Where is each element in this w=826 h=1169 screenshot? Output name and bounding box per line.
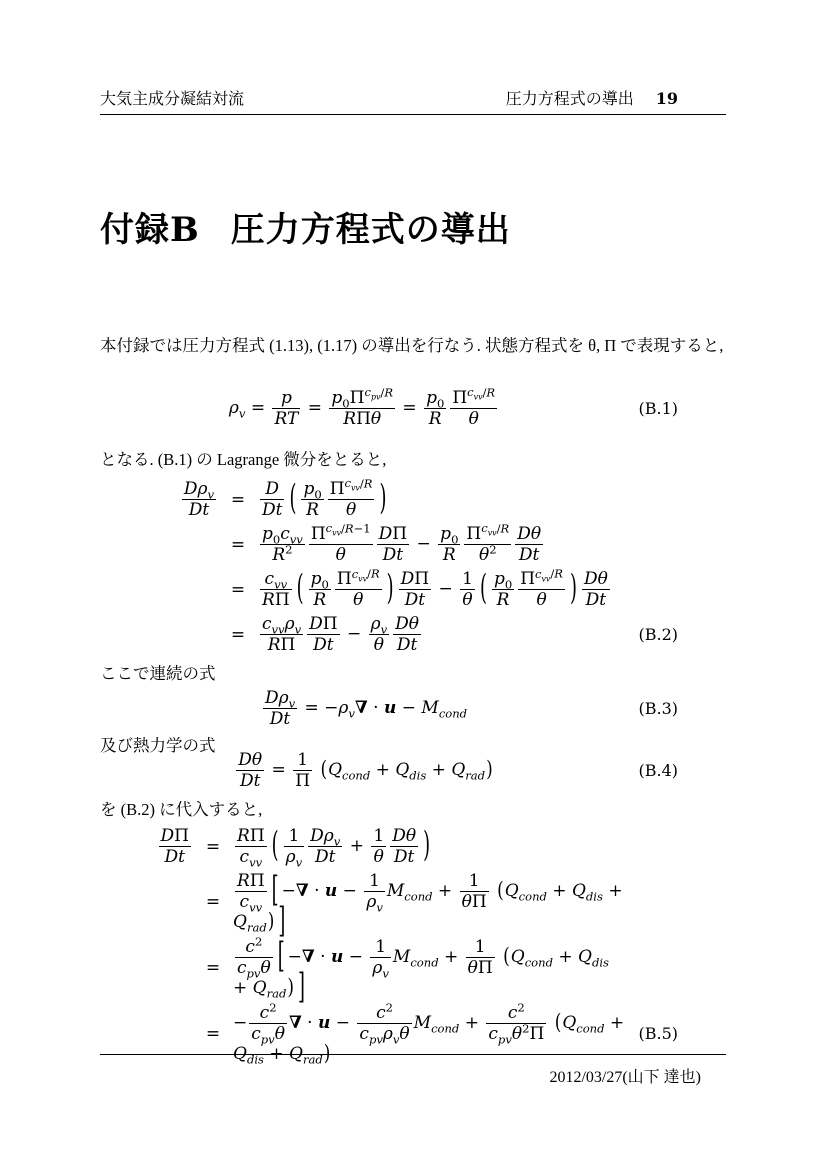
- equation-b2-row-1: [100, 476, 726, 521]
- page-header: [100, 86, 726, 115]
- equation-b2-row-4: [100, 614, 726, 655]
- equation-relation: =: [205, 1023, 221, 1044]
- equation-rhs: RΠ $c_{vv}$ ( $\frac{1}{\rho_v}$ $D\rho_v$ Dt + $\frac{1}{\theta}$ $\frac{D\theta}{Dt}$ ): [237, 825, 431, 870]
- equation-rhs: $c_{vv}\rho_v$ RΠ $\frac{D\Pi}{Dt}$ − $\frac{\rho_v}{\theta}$ $\frac{D\theta}{Dt}$: [262, 614, 420, 656]
- after-b1-text: となる. (B.1) の Lagrange 微分をとると,: [100, 450, 387, 469]
- equation-relation: =: [205, 892, 221, 913]
- appendix-title-letter: B: [170, 210, 199, 250]
- equation-lhs: $\frac{D\Pi}{Dt}$: [160, 826, 189, 868]
- equation-rhs: RΠ $c_{vv}$ [ −∇ · u − $\frac{1}{\rho_v}$ $M_{cond}$ + $\frac{1}{\theta\Pi}$ $(Q_{cond} + Q_{dis} + Q_{rad})$ ]: [233, 870, 623, 943]
- equation-b4: [100, 750, 726, 791]
- equation-lhs: $D\rho_v$ Dt: [183, 479, 214, 521]
- appendix-title-text: 圧力方程式の導出: [230, 211, 511, 249]
- equation-b4-label: (B.4): [638, 761, 678, 781]
- equation-b4-body: $\frac{D\theta}{Dt}$ = $\frac{1}{\Pi}$ $(Q_{cond} + Q_{dis} + Q_{rad})$: [238, 750, 493, 792]
- equation-relation: =: [230, 624, 246, 645]
- equation-b1-body: $\rho_v$ = $\frac{p}{RT}$ = $p_0\Pi^{c_{pv}/R}$ RΠθ = $\frac{p_0}{R}$ $\Pi^{c_{vv}/R}$ θ: [228, 385, 496, 430]
- equation-b2: [100, 476, 726, 659]
- equation-rhs: $c^2$ $c_{pv}\theta$ [ −∇ · u − $\frac{1}{\rho_v}$ $M_{cond}$ + $\frac{1}{\theta\Pi}$ $(Q_{cond} + Q_{dis} + Q_{rad})$ ]: [233, 934, 609, 1009]
- page-number: 19: [655, 89, 678, 108]
- equation-rhs: $p_0c_{vv}$ $R^2$ $\Pi^{c_{vv}/R-1}$ θ $\frac{D\Pi}{Dt}$ − $\frac{p_0}{R}$ $\Pi^{c_{vv}/R}$ $\theta^2$ $\frac{D\theta}{Dt}$: [262, 521, 542, 566]
- equation-b1-label: (B.1): [638, 399, 678, 419]
- equation-relation: =: [205, 958, 221, 979]
- equation-relation: =: [230, 579, 246, 600]
- equation-b2-row-2: [100, 521, 726, 566]
- equation-rhs: $\frac{D}{Dt}$ ( $\frac{p_0}{R}$ $\Pi^{c_{vv}/R}$ θ ): [262, 476, 387, 521]
- equation-b3-label: (B.3): [638, 699, 678, 719]
- equation-b5-row-3: [100, 934, 726, 1009]
- equation-b2-label: (B.2): [638, 625, 678, 645]
- intro-paragraph: 本付録では圧力方程式 (1.13), (1.17) の導出を行なう. 状態方程式を θ, Π で表現すると,: [100, 336, 724, 355]
- appendix-title: [100, 202, 726, 251]
- equation-b3-body: $D\rho_v$ Dt = $-\rho_v\nabla \cdot u - M_{cond}$: [264, 688, 468, 730]
- header-section-title: 圧力方程式の導出: [505, 91, 634, 108]
- equation-b1: [100, 385, 726, 430]
- substitute-text: を (B.2) に代入すると,: [100, 800, 263, 819]
- equation-b5: [100, 826, 726, 1068]
- equation-relation: =: [230, 489, 246, 510]
- equation-b3: [100, 688, 726, 729]
- header-running-title: 大気主成分凝結対流: [100, 91, 245, 108]
- equation-b2-row-3: [100, 566, 726, 611]
- appendix-title-kanji: 付録: [100, 211, 170, 249]
- equation-relation: =: [230, 534, 246, 555]
- continuity-text: ここで連続の式: [100, 664, 216, 683]
- equation-b5-row-1: [100, 825, 726, 870]
- equation-b5-row-2: [100, 870, 726, 943]
- equation-b5-label: (B.5): [638, 1024, 678, 1044]
- page-header-row: [100, 86, 726, 109]
- equation-rhs: $c_{vv}$ RΠ ( $\frac{p_0}{R}$ $\Pi^{c_{vv}/R}$ θ ) $\frac{D\Pi}{Dt}$ − $\frac{1}{\theta}$ ( $\frac{p_0}{R}$ $\Pi^{c_{vv}/R}$ θ ) $\frac{D\theta}{Dt}$: [262, 566, 608, 611]
- page-footer: [100, 1054, 726, 1087]
- footer-date: 2012/03/27(山下 達也): [549, 1069, 701, 1086]
- equation-rhs: − $c^2$ $c_{pv}\theta$ ∇ · u − $c^2$ $c_{pv}\rho_v\theta$ $M_{cond}$ + $c^2$ $c_{pv}\theta^2\Pi$ $(Q_{cond} + Q_{dis} + Q_{rad})$: [233, 1000, 625, 1067]
- thermo-text: 及び熱力学の式: [100, 736, 216, 755]
- equation-relation: =: [205, 836, 221, 857]
